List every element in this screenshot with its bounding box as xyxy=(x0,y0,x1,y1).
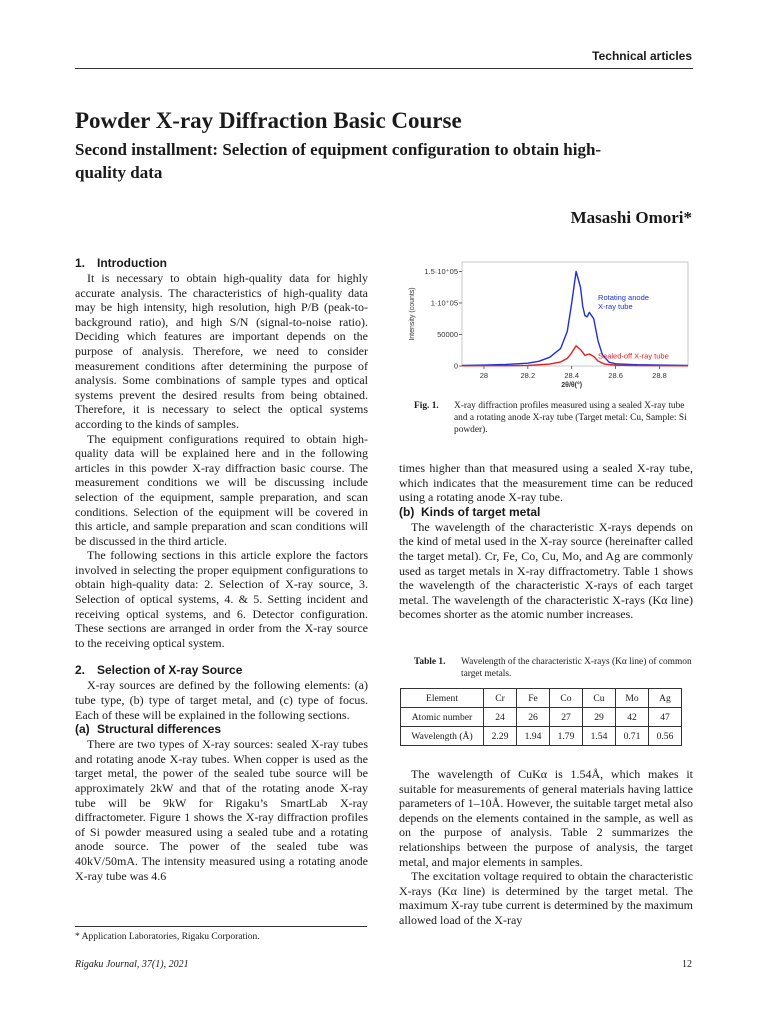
table-cell: 24 xyxy=(484,708,517,727)
table-cell: Element xyxy=(401,689,484,708)
section-number: 1. xyxy=(75,256,86,270)
table-1 xyxy=(400,688,682,746)
table-cell: Wavelength (Å) xyxy=(401,727,484,746)
table-header-row xyxy=(401,689,682,708)
figure-1-chart xyxy=(400,258,696,392)
section-title: Selection of X-ray Source xyxy=(97,663,243,678)
paragraph: times higher than that measured using a sealed X-ray tube, which indicates that the measurement time can be reduced using a rotating anode X-ray tube. xyxy=(399,461,693,505)
right-column-upper xyxy=(399,461,693,622)
table-cell: 27 xyxy=(550,708,583,727)
section-heading-introduction xyxy=(75,256,368,271)
paragraph: The wavelength of the characteristic X-rays depends on the kind of metal used in the X-ray source (hereinafter called the target metal). Cr, Fe, Co, Cu, Mo, and Ag are commonly used as target metals in X-ray diffractometry. Table 1 shows the wavelength of the characteristic X-rays of each target metal. The wavelength of the characteristic X-rays (Kα line) becomes shorter as the atomic number increases. xyxy=(399,519,693,622)
table-cell: 1.54 xyxy=(583,727,616,746)
x-tick-label: 28.6 xyxy=(608,371,623,380)
page-number: 12 xyxy=(682,959,692,970)
figure-caption-text: X-ray diffraction profiles measured using a sealed X-ray tube and a rotating anode X-ray tube (Target metal: Cu, Sample: Si powder). xyxy=(454,401,687,435)
table-cell: Cu xyxy=(583,689,616,708)
y-axis-label: Intensity (counts) xyxy=(409,287,416,341)
table-cell: Mo xyxy=(616,689,649,708)
x-tick-label: 28.2 xyxy=(520,371,536,380)
article-subtitle: Second installment: Selection of equipment configuration to obtain high-quality data xyxy=(75,140,602,182)
section-title: Introduction xyxy=(97,256,167,270)
paragraph: The wavelength of CuKα is 1.54Å, which makes it suitable for measurements of general materials having lattice parameters of 1–10Å. However, the suitable target metal also depends on the elements contained in the sample, as well as on the purpose of analysis. Table 2 summarizes the relationships between the purpose of analysis, the target metal, and major elements in samples. xyxy=(399,767,693,869)
paragraph: The excitation voltage required to obtain the characteristic X-rays (Kα line) is determined by the target metal. The maximum X-ray tube current is determined by the maximum allowed load of the X-ray xyxy=(399,869,693,927)
x-tick-label: 28.8 xyxy=(652,371,667,380)
header-divider xyxy=(75,68,693,69)
left-column xyxy=(75,256,368,883)
y-tick-label: 50000 xyxy=(437,329,458,339)
y-tick-label: 1·10⁺05 xyxy=(430,298,458,308)
paragraph: X-ray sources are defined by the following elements: (a) tube type, (b) type of target metal, and (c) type of focus. Each of these will be explained in the following sections. xyxy=(75,678,368,722)
section-heading-xray-source xyxy=(75,663,368,678)
table-cell: 47 xyxy=(649,708,682,727)
table-cell: 42 xyxy=(616,708,649,727)
subsection-heading-structural xyxy=(75,722,368,737)
footnote-divider xyxy=(75,926,367,927)
subsection-number: (a) xyxy=(75,722,90,737)
section-label: Technical articles xyxy=(592,49,692,63)
table-cell: 0.71 xyxy=(616,727,649,746)
y-tick-label: 1.5·10⁺05 xyxy=(424,266,458,276)
author-name: Masashi Omori* xyxy=(570,208,692,227)
subsection-number: (b) xyxy=(399,504,415,519)
table-cell: 29 xyxy=(583,708,616,727)
figure-1-caption xyxy=(414,401,694,436)
paragraph: The following sections in this article explore the factors involved in selecting the proper equipment configurations to obtain high-quality data: 2. Selection of X-ray source, 3. Selection of optical systems, 4. & 5. Setting incident and receiving optical systems, and 6. Detector configuration. These sections are arranged in order from the X-ray source to the receiving optical system. xyxy=(75,548,368,650)
table-cell: Cr xyxy=(484,689,517,708)
right-column-lower xyxy=(399,767,693,928)
paragraph: The equipment configurations required to obtain high-quality data will be explained here and in the following articles in this powder X-ray diffraction basic course. The measurement conditions we will be discussing include selection of the equipment, sample preparation, and scan conditions. Selection of the equipment will be covered in this article, and sample preparation and scan conditions will be discussed in the third article. xyxy=(75,431,368,548)
table-cell: Atomic number xyxy=(401,708,484,727)
table-cell: Fe xyxy=(517,689,550,708)
table-cell: 1.94 xyxy=(517,727,550,746)
subsection-title: Kinds of target metal xyxy=(421,504,541,519)
article-title: Powder X-ray Diffraction Basic Course xyxy=(75,108,462,133)
figure-label: Fig. 1. xyxy=(414,401,439,411)
journal-citation: Rigaku Journal, 37(1), 2021 xyxy=(75,959,189,970)
table-cell: Co xyxy=(550,689,583,708)
table-row xyxy=(401,708,682,727)
table-cell: 26 xyxy=(517,708,550,727)
table-1-caption xyxy=(414,657,694,681)
table-row xyxy=(401,727,682,746)
y-tick-label: 0 xyxy=(453,361,458,371)
paragraph: It is necessary to obtain high-quality data for highly accurate analysis. The characteristics of high-quality data may be high intensity, high resolution, high P/B (peak-to-background ratio), and high S/N (signal-to-noise ratio). Deciding which features are important depends on the purpose of analysis. Therefore, we need to consider measurement conditions after determining the purpose of analysis. Some combinations of sample types and optical systems prevent the desired results from being obtained. Therefore, it is necessary to select the optical systems according to the kinds of samples. xyxy=(75,271,368,431)
table-cell: 1.79 xyxy=(550,727,583,746)
subsection-title: Structural differences xyxy=(97,722,222,737)
sealed-tube-label: Sealed-off X-ray tube xyxy=(598,351,669,361)
x-tick-label: 28.4 xyxy=(564,371,580,380)
rotating-anode-label: X-ray tube xyxy=(598,301,633,311)
footnote: * Application Laboratories, Rigaku Corporation. xyxy=(75,932,260,942)
table-cell: Ag xyxy=(649,689,682,708)
rotating-anode-label: Rotating anode xyxy=(598,292,649,302)
paragraph: There are two types of X-ray sources: sealed X-ray tubes and rotating anode X-ray tubes. When copper is used as the target metal, the power of the sealed tube source will be approximately 2kW and that of the rotating anode X-ray tube will be 9kW for Rigaku’s SmartLab X-ray diffractometer. Figure 1 shows the X-ray diffraction profiles of Si powder measured using a sealed tube and a rotating anode source. The power of the sealed tube was 40kV/50mA. The intensity measured using a rotating anode X-ray tube was 4.6 xyxy=(75,737,368,883)
section-number: 2. xyxy=(75,663,86,678)
x-axis-label: 2θ/θ(°) xyxy=(561,382,583,389)
table-label: Table 1. xyxy=(414,657,446,667)
x-tick-label: 28 xyxy=(479,371,489,380)
table-cell: 2.29 xyxy=(484,727,517,746)
table-caption-text: Wavelength of the characteristic X-rays (Kα line) of common target metals. xyxy=(461,657,692,679)
table-cell: 0.56 xyxy=(649,727,682,746)
subsection-heading-target-metal xyxy=(399,505,693,520)
